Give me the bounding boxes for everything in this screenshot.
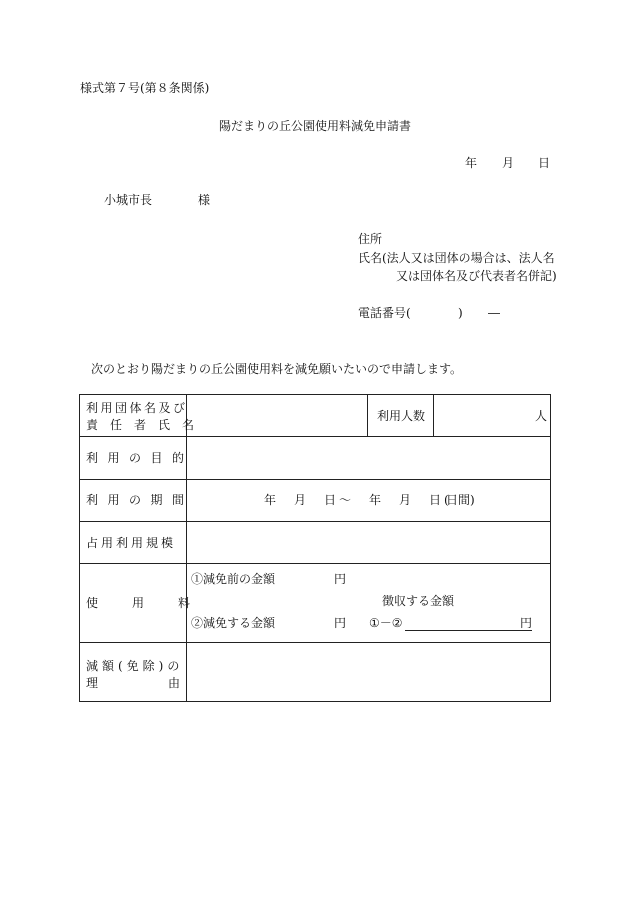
fee-formula: ①－② xyxy=(369,616,403,630)
reason-field[interactable] xyxy=(188,644,549,700)
row-divider xyxy=(79,436,551,437)
org-label-line2: 責任者氏名 xyxy=(86,418,207,432)
intro-text: 次のとおり陽だまりの丘公園使用料を減免願いたいので申請します。 xyxy=(91,362,463,376)
purpose-label: 利用の目的 xyxy=(86,451,194,465)
fee-label: 使用料 xyxy=(86,596,225,610)
org-label-line1: 利用団体名及び xyxy=(86,401,188,415)
period-from[interactable]: 年 月 日～ xyxy=(264,493,355,507)
date-day[interactable]: 日 xyxy=(538,156,551,170)
fee-reduce-label: ②減免する金額 xyxy=(191,616,276,630)
fee-before-unit: 円 xyxy=(334,572,347,586)
org-name-field[interactable] xyxy=(188,396,366,435)
scale-field[interactable] xyxy=(188,523,549,562)
fee-reduce-unit: 円 xyxy=(334,616,347,630)
period-label: 利用の期間 xyxy=(86,493,194,507)
fee-amount-underline[interactable] xyxy=(405,630,532,631)
users-unit: 人 xyxy=(535,409,548,423)
column-divider xyxy=(433,394,434,437)
name-label[interactable]: 氏名(法人又は団体の場合は、法人名 xyxy=(358,251,555,265)
page-title: 陽だまりの丘公園使用料減免申請書 xyxy=(219,119,412,133)
fee-formula-unit: 円 xyxy=(520,616,533,630)
period-to[interactable]: 年 月 日( xyxy=(369,493,452,507)
name-note: 又は団体名及び代表者名併記) xyxy=(396,269,557,283)
scale-label: 占用利用規模 xyxy=(86,536,177,550)
phone-close: ) xyxy=(458,306,463,320)
phone-dash: ― xyxy=(488,306,500,320)
date-month[interactable]: 月 xyxy=(502,156,515,170)
row-divider xyxy=(79,521,551,522)
date-year[interactable]: 年 xyxy=(465,156,478,170)
row-divider xyxy=(79,642,551,643)
users-count-field[interactable] xyxy=(435,396,533,435)
users-label: 利用人数 xyxy=(377,409,426,423)
row-divider xyxy=(79,563,551,564)
addressee-name: 小城市長 xyxy=(104,193,153,207)
fee-before-label: ①減免前の金額 xyxy=(191,572,276,586)
reason-label-line1: 減額(免除)の xyxy=(86,659,184,673)
phone-label[interactable]: 電話番号( xyxy=(358,306,411,320)
row-divider xyxy=(79,479,551,480)
purpose-field[interactable] xyxy=(188,438,549,478)
column-divider xyxy=(367,394,368,437)
column-divider xyxy=(186,394,187,702)
form-number: 様式第７号(第８条関係) xyxy=(80,81,210,95)
fee-collect-label: 徴収する金額 xyxy=(382,594,455,608)
period-days[interactable]: 日間) xyxy=(446,493,475,507)
addressee-honorific: 様 xyxy=(198,193,211,207)
address-label[interactable]: 住所 xyxy=(358,232,383,246)
reason-label-line2: 理由 xyxy=(86,676,251,690)
